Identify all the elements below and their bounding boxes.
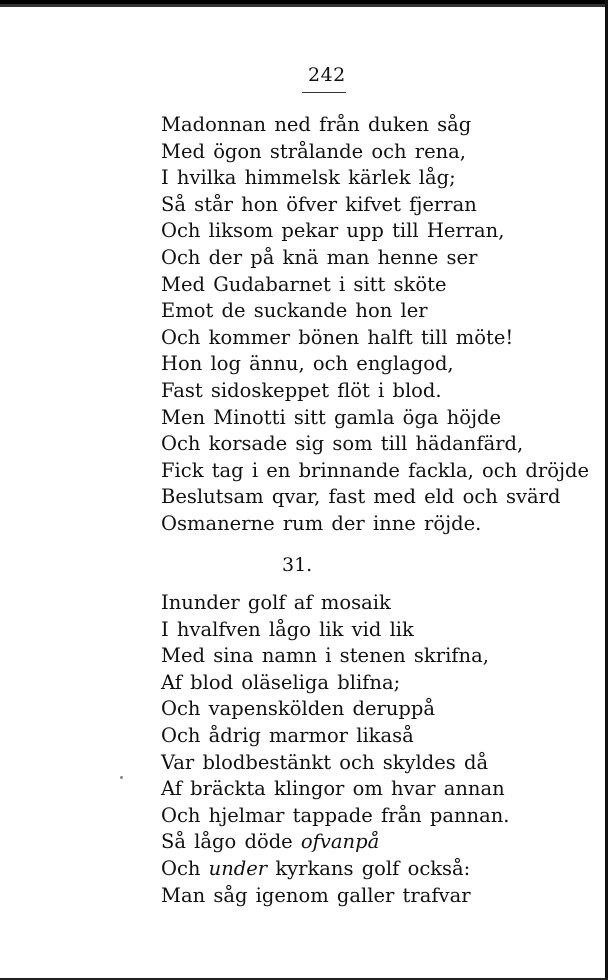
- verse-text-italic: ofvanpå: [300, 830, 380, 854]
- verse-line: Och der på knä man henne ser: [161, 245, 478, 269]
- verse-line: Fick tag i en brinnande fackla, och dröjde: [161, 458, 590, 482]
- verse-line: Madonnan ned från duken såg: [161, 113, 472, 136]
- verse-line: Fast sidoskeppet flöt i blod.: [161, 378, 442, 402]
- verse-text-plain: Och: [161, 856, 209, 880]
- verse-line: Af bräckta klingor om hvar annan: [161, 777, 505, 801]
- verse-line: Hon log ännu, och englagod,: [161, 352, 454, 376]
- verse-line-mixed: [161, 856, 510, 883]
- verse-line: Beslutsam qvar, fast med eld och svärd: [161, 485, 561, 509]
- verse-line: Osmanerne rum der inne röjde.: [161, 511, 482, 535]
- verse-line: Med Gudabarnet i sitt sköte: [161, 272, 447, 296]
- verse-line: Emot de suckande hon ler: [161, 299, 428, 323]
- verse-line: Var blodbestänkt och skyldes då: [161, 750, 489, 774]
- verse-line: Så står hon öfver kifvet fjerran: [161, 192, 477, 216]
- verse-text-plain: kyrkans golf också:: [267, 856, 471, 880]
- verse-line: Och korsade sig som till hädanfärd,: [161, 432, 524, 456]
- verse-line: Och ådrig marmor likaså: [161, 723, 414, 747]
- verse-line: Och hjelmar tappade från pannan.: [161, 803, 510, 827]
- verse-line: Med ögon strålande och rena,: [161, 139, 467, 163]
- page-number: 242: [308, 64, 346, 86]
- verse-line: Med sina namn i stenen skrifna,: [161, 644, 489, 668]
- verse-text-italic: under: [208, 856, 268, 880]
- margin-speck: [120, 776, 123, 779]
- stanza-2: [161, 590, 510, 909]
- verse-line-mixed: [161, 829, 510, 856]
- verse-line: I hvilka himmelsk kärlek låg;: [161, 166, 456, 190]
- stanza-1: [161, 112, 589, 538]
- verse-line: Och liksom pekar upp till Herran,: [161, 219, 505, 243]
- scan-border-top: [0, 0, 608, 7]
- page-number-rule: [302, 92, 346, 93]
- verse-line: Och kommer bönen halft till möte!: [161, 325, 514, 349]
- verse-line: Men Minotti sitt gamla öga höjde: [161, 405, 502, 429]
- verse-line: Och vapenskölden deruppå: [161, 697, 435, 721]
- verse-line: I hvalfven lågo lik vid lik: [161, 617, 414, 641]
- verse-text-plain: Så lågo döde: [161, 830, 301, 854]
- verse-line: Man såg igenom galler trafvar: [161, 883, 471, 907]
- verse-line: Inunder golf af mosaik: [161, 591, 391, 614]
- section-number: 31.: [282, 554, 313, 576]
- verse-line: Af blod oläseliga blifna;: [161, 670, 401, 694]
